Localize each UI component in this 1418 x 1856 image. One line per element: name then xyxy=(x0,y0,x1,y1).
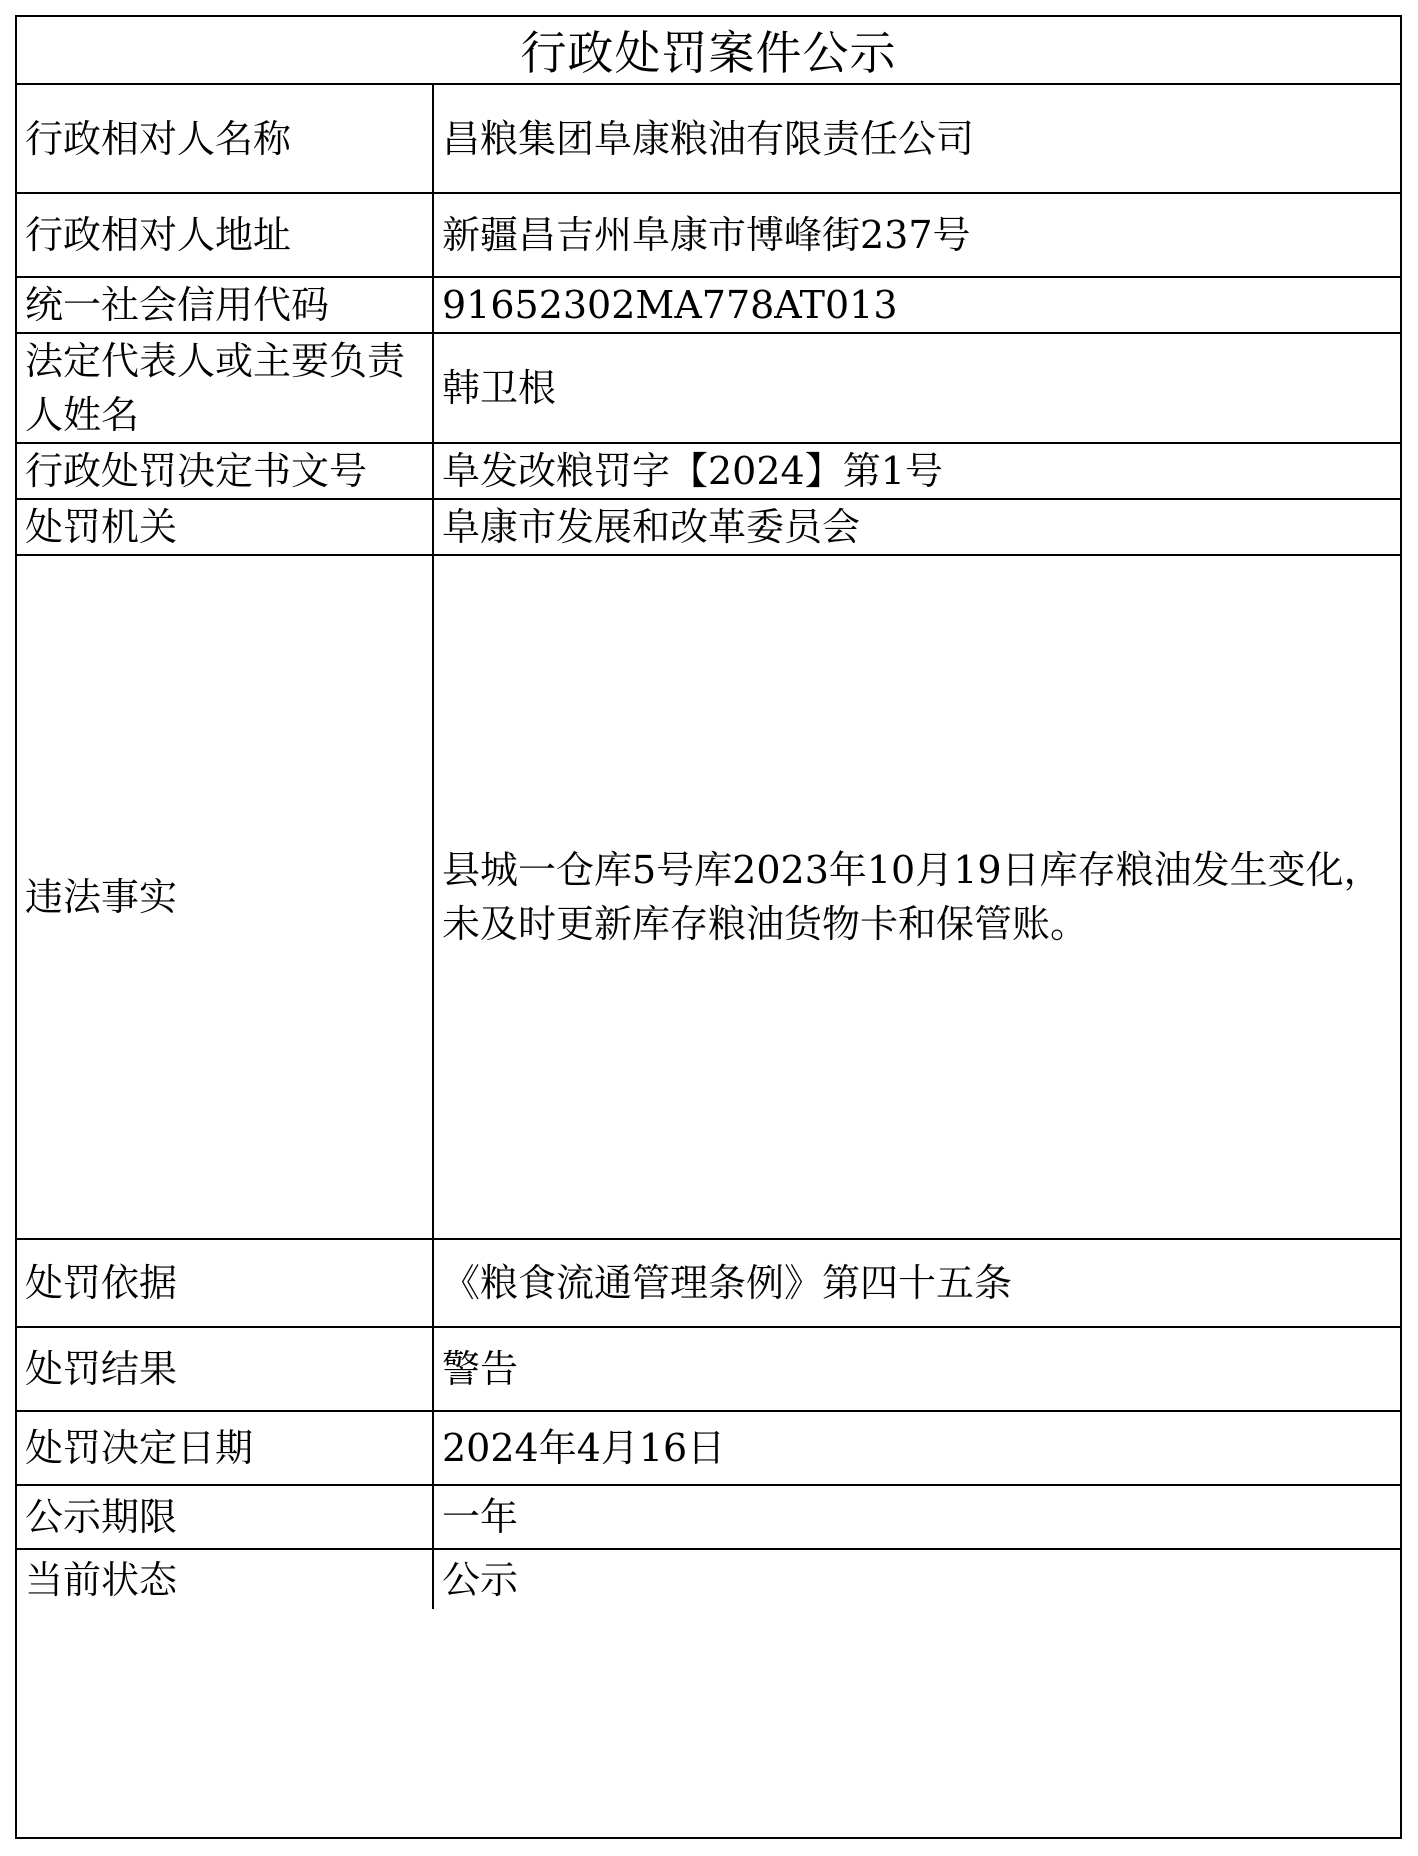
table-row-party-address xyxy=(17,193,1400,277)
row-label: 行政相对人地址 xyxy=(17,193,433,277)
row-label: 行政处罚决定书文号 xyxy=(17,443,433,499)
row-value: 新疆昌吉州阜康市博峰街237号 xyxy=(433,193,1400,277)
row-label: 法定代表人或主要负责人姓名 xyxy=(17,333,433,443)
row-value: 县城一仓库5号库2023年10月19日库存粮油发生变化，未及时更新库存粮油货物卡和保管账。 xyxy=(433,555,1400,1239)
row-label: 处罚结果 xyxy=(17,1327,433,1411)
row-value: 阜发改粮罚字【2024】第1号 xyxy=(433,443,1400,499)
table-row-party-name xyxy=(17,85,1400,193)
notice-sheet xyxy=(15,15,1402,1839)
row-label: 违法事实 xyxy=(17,555,433,1239)
row-value: 警告 xyxy=(433,1327,1400,1411)
row-value: 一年 xyxy=(433,1485,1400,1549)
case-info-table xyxy=(17,85,1400,1609)
row-value: 《粮食流通管理条例》第四十五条 xyxy=(433,1239,1400,1327)
table-row-penalty-basis xyxy=(17,1239,1400,1327)
page-title: 行政处罚案件公示 xyxy=(17,17,1400,85)
row-value: 韩卫根 xyxy=(433,333,1400,443)
row-label: 当前状态 xyxy=(17,1549,433,1609)
table-row-decision-date xyxy=(17,1411,1400,1485)
table-row-current-status xyxy=(17,1549,1400,1609)
row-value: 昌粮集团阜康粮油有限责任公司 xyxy=(433,85,1400,193)
table-row-penalty-result xyxy=(17,1327,1400,1411)
table-row-decision-number xyxy=(17,443,1400,499)
table-row-legal-representative xyxy=(17,333,1400,443)
row-value: 91652302MA778AT013 xyxy=(433,277,1400,333)
row-label: 公示期限 xyxy=(17,1485,433,1549)
table-row-authority xyxy=(17,499,1400,555)
row-label: 处罚机关 xyxy=(17,499,433,555)
row-value: 2024年4月16日 xyxy=(433,1411,1400,1485)
row-label: 统一社会信用代码 xyxy=(17,277,433,333)
table-row-publicity-period xyxy=(17,1485,1400,1549)
row-label: 处罚依据 xyxy=(17,1239,433,1327)
row-value: 阜康市发展和改革委员会 xyxy=(433,499,1400,555)
row-value: 公示 xyxy=(433,1549,1400,1609)
row-label: 行政相对人名称 xyxy=(17,85,433,193)
row-label: 处罚决定日期 xyxy=(17,1411,433,1485)
table-row-violation-facts xyxy=(17,555,1400,1239)
table-row-credit-code xyxy=(17,277,1400,333)
